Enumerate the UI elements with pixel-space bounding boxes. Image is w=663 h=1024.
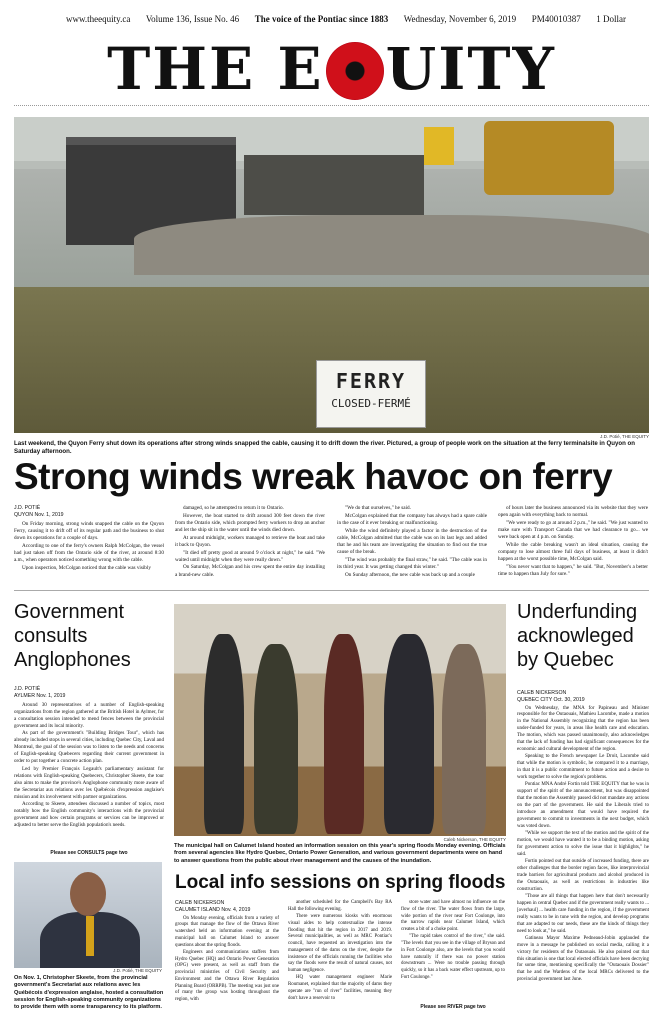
consults-paragraph: Led by Premier François Legault's parliamentary assistant for relations with English-speaking Quebecers, Christopher Skeete, the tour also aims to make the province's Anglophone community more aware of the Secretariat aux relations avec les Québécois d'expression anglaise's mission and its involvement with partner organizations. [14, 765, 164, 800]
lead-col-4 [498, 505, 648, 579]
underfunding-byline-place: QUEBEC CITY Oct. 30, 2019 [517, 696, 585, 703]
lead-paragraph: On Saturday, McColgan and his crew spent the entire day installing a brand-new cable. [175, 564, 325, 578]
head-shape [70, 872, 106, 916]
lead-paragraph: of hours later the business announced via its website that they were open again with everything back to normal. [498, 505, 648, 519]
lead-paragraph: McColgan explained that the company has always had a spare cable in the case of it ever breaking or malfunctioning. [337, 512, 487, 526]
underfunding-paragraph: Fortin pointed out that outside of increased funding, there are other challenges that the border region faces, like interprovincial trade barriers for agricultural products and alcohol produced in the Outaouais, as well as restrictions in industries like construction. [517, 859, 649, 892]
lead-col-3 [337, 505, 487, 579]
ferry-deck [244, 155, 424, 215]
floods-paragraph: HQ water management engineer Marie Roumanet, explained that the majority of dams they operate are "run of river" facilities, meaning they don't have a reservoir to [288, 975, 392, 1001]
lead-paragraph: While the wind definitely played a factor in the destruction of the cable, McColgan admitted that the cable was on its last legs and added that he and his team are investigating the situation to find out the true cause of the break. [337, 527, 487, 556]
loader-machine [484, 121, 614, 195]
consults-caption: On Nov. 1, Christopher Skeete, from the provincial government's Secretariat aux relations avec les Québécois d'expression anglaise, hosted a consultation session for English-speaking community organizations to provide them with some transparency to its platform. [14, 975, 164, 1011]
person-shape [384, 634, 434, 834]
floods-paragraph: store water and have almost no influence on the flow of the river. The water flows from the large, wide portion of the river near Fort Coulonge, into the narrow rapids near Calumet Island, which creates a bit of a choke point. [401, 900, 505, 933]
yellow-sign [424, 127, 454, 165]
underfunding-paragraph: Speaking to the French newspaper Le Droit, Lacombe said that while the motion is symbolic, he compared it to a marriage, in that it is a public commitment to future action and a desire to work together to solve the region's problems. [517, 754, 649, 780]
consults-paragraph: Around 30 representatives of a number of English-speaking organizations from the region gathered at the British Hotel in Aylmer, for a consultation session intended to mend fences between the provincial government and its local minority. [14, 701, 164, 729]
ferry-photo [14, 117, 649, 433]
person-shape [324, 634, 364, 834]
price: 1 Dollar [596, 14, 626, 24]
lead-byline-name: J.D. POTIÉ [14, 505, 41, 511]
ferry-closed-sign [316, 360, 426, 428]
floods-headline[interactable]: Local info sessions on spring floods [175, 872, 506, 893]
consults-byline-name: J.D. POTIÉ [14, 686, 41, 692]
person-shape [254, 644, 298, 834]
floods-col-2 [288, 900, 392, 1003]
lead-col-1 [14, 505, 164, 572]
tagline: The voice of the Pontiac since 1883 [254, 14, 389, 24]
lead-paragraph: On Friday morning, strong winds snapped the cable on the Quyon Ferry, causing it to drift off of its regular path and the business to shut down its operations for a couple of days. [14, 520, 164, 541]
lead-paragraph: "It died off pretty good at around 9 o'clock at night," he said. "We waited until midnight when they were really down." [175, 549, 325, 563]
consults-body [14, 686, 164, 830]
lead-paragraph: "You never want that to happen," he said. "But, November's a better time to happen than July for sure." [498, 563, 648, 578]
floods-byline-name: CALEB NICKERSON [175, 900, 225, 906]
lead-paragraph: damaged, so he attempted to return it to Ontario. [183, 505, 284, 511]
skeete-photo [14, 862, 162, 968]
lead-paragraph: While the cable breaking wasn't an ideal situation, causing the company to lose almost three full days of business, at least it didn't happen at the worst possible time, McColgan said. [498, 541, 648, 563]
underfunding-byline-name: CALEB NICKERSON [517, 690, 567, 696]
floods-jump-link[interactable]: Please see RIVER page two [420, 1004, 486, 1010]
consults-photo-credit: J.D. Potié, THE EQUITY [113, 968, 162, 973]
consults-byline [14, 686, 164, 700]
underfunding-paragraph: "Those are all things that happen here that don't necessarily happen in central Quebec and if the government really wants to ... [overhaul] ... health care funding in the region, if the government really wants to be in tune with the region, and develop programs that are adapted to our needs, these are the kinds of things they need to look at," he said. [517, 894, 649, 934]
top-info-bar [66, 14, 626, 28]
underfunding-byline [517, 690, 649, 704]
person-shape [442, 644, 486, 834]
sign-line-1: FERRY [335, 369, 407, 393]
lead-paragraph: On Sunday afternoon, the new cable was back up and a couple [345, 571, 475, 578]
lead-col-2 [175, 505, 325, 579]
masthead-logo [30, 34, 633, 104]
underfunding-paragraph: Gatineau Mayor Maxime Pedneaud-Jobin applauded the move in a message he published on social media, calling it a victory for residents of the Outaouais. He also pointed out that this situation is one that local elected officials have been decrying for some time, mentioning specifically the "Outaouais Dossier" that he and the Wardens of the local MRCs delivered to the provincial government last June. [517, 935, 649, 983]
rock-bank [134, 215, 649, 275]
underfunding-paragraph: Pontiac MNA André Fortin told THE EQUITY that he was in support of the spirit of the announcement, but was disappointed that the motion the Assembly passed did not mandate any actions on the part of the government. He said the Liberals tried to introduce an amendment that would have required the government to commit to investments in the next budget, which was voted down. [517, 782, 649, 829]
underfunding-paragraph: "While we support the text of the motion and the spirit of the motion, we would have wanted it to be a binding motion, asking for government action to solve the issue that it highlights," he said. [517, 831, 649, 857]
lead-byline-place: QUYON Nov. 1, 2019 [14, 511, 64, 518]
floods-paragraph: "The rapid takes control of the river," she said. "The levels that you see in the village of Bryson and in Fort Coulonge also, are the levels that you would have naturally if there was no power station downstream ... Were no trouble passing through quickly, so it has a back water effect upstream, up to Fort Coulonge." [401, 934, 505, 980]
lead-paragraph: "The wind was probably the final straw," he said. "The cable was in its third year. It was getting changed this winter." [337, 556, 487, 570]
floods-paragraph: Engineers and communications staffers from Hydro Quebec (HQ) and Ontario Power Generation (OPG) were present, as well as staff from the provincial ministries of Civil Security and Environment and the Ottawa River Regulation Planning Board (ORRPB). The meeting was just one of many the group was hosting throughout the region, with [175, 949, 279, 1003]
masthead-divider [14, 105, 649, 106]
consults-headline[interactable]: Government consults Anglophones [14, 601, 131, 671]
consults-byline-place: AYLMER Nov. 1, 2019 [14, 692, 66, 699]
poppy-icon [326, 42, 384, 100]
website-link[interactable]: www.theequity.ca [66, 14, 131, 24]
floods-paragraph: another scheduled for the Campbell's Bay RA Hall the following evening. [288, 900, 392, 912]
issue-date: Wednesday, November 6, 2019 [403, 14, 517, 24]
lead-paragraph: According to one of the ferry's owners Ralph McColgan, the vessel had just taken off from the Ontario side of the river, at around 8:30 a.m., when operators noticed something wrong with the cable. [14, 542, 164, 563]
lead-paragraph: However, the boat started to drift around 300 feet down the river from the Ontario side, which prompted ferry workers to drop an anchor and let the ship sit in the water until the winds died down. [175, 512, 325, 534]
tie-shape [86, 916, 94, 956]
floods-photo-credit: Caleb Nickerson, THE EQUITY [443, 837, 506, 842]
underfunding-paragraph: On Wednesday, the MNA for Papineau and Minister responsible for the Outaouais, Mathieu Lacombe, made a motion in the National Assembly recognizing that the region has been under-funded for years, in areas like health care and education. The motion, which was passed unanimously, also acknowledges that the lack of funding has had significant consequences for the economic and cultural development of the region. [517, 705, 649, 752]
underfunding-body [517, 690, 649, 985]
consults-paragraph: According to Skeete, attendees discussed a number of topics, most notably how the English community's interactions with the provincial government and how certain programs or services can be improved or adjusted to better serve the English population's needs. [14, 801, 164, 829]
sign-line-2: CLOSED-FERMÉ [331, 397, 411, 410]
lead-headline[interactable]: Strong winds wreak havoc on ferry [14, 456, 613, 497]
lead-paragraph: "We do that ourselves," he said. [345, 505, 411, 511]
person-shape [204, 634, 244, 834]
floods-caption: The municipal hall on Calumet Island hosted an information session on this year's spring floods Monday evening. Officials from several agencies like Hydro Quebec, Ontario Power Generation, and various government departments were on hand to answer questions from the public about river management and the causes of the inundation. [174, 843, 506, 864]
underfunding-headline[interactable]: Underfunding acknowleged by Quebec [517, 601, 638, 671]
consults-paragraph: As part of the government's "Building Bridges Tour", which has already included stops in several cities, including Quebec City, Laval and Montreal, the goal of the session was to listen to the needs and concerns of English-speaking Quebecers regarding their current government in order to put together a concrete action plan. [14, 730, 164, 765]
volume-issue: Volume 136, Issue No. 46 [145, 14, 240, 24]
masthead-left: THE E [107, 35, 324, 103]
floods-col-3 [401, 900, 505, 982]
consults-jump-link[interactable]: Please see CONSULTS page two [50, 850, 128, 856]
hero-caption: Last weekend, the Quyon Ferry shut down its operations after strong winds snapped the cable, causing it to drift down the river. Pictured, a group of people work on the situation at the ferry terminalsite in Quyon on Saturday afternoon. [14, 440, 635, 455]
floods-col-1 [175, 900, 279, 1004]
floods-paragraph: On Monday evening, officials from a variety of groups that manage the flow of the Ottawa River watershed held an information evening at the municipal hall on Calumet Island to answer questions about the spring floods. [175, 915, 279, 948]
lead-paragraph: At around midnight, workers managed to retrieve the boat and take it back to Quyon. [175, 534, 325, 548]
floods-byline-place: CALUMET ISLAND Nov. 4, 2019 [175, 906, 251, 913]
pm-number: PM40010387 [531, 14, 581, 24]
floods-paragraph: There were numerous kiosks with enormous visual aides to help contextualize the intense flooding that hit the region in 2017 and 2019. Several municipalities, as well as MRC Pontiac's council, have requested an investigation into the management of the dams on the river, despite the insistence of the officials running the facilities who say the floods were the result of natural causes, not human negligence. [288, 914, 392, 974]
lead-paragraph: Upon inspection, McColgan noticed that the cable was visibly [22, 564, 151, 571]
info-session-photo [174, 604, 506, 836]
hero-photo-credit: J.D. Potié, THE EQUITY [600, 434, 649, 439]
section-divider [14, 590, 649, 591]
lead-paragraph: "We were ready to go at around 2 p.m.," he said. "We just wanted to make sure with Transport Canada that we had clearance to go... we were back open at 4 p.m. on Sunday. [498, 519, 648, 541]
floods-byline [175, 900, 279, 914]
lead-byline [14, 505, 164, 519]
masthead-right: UITY [385, 35, 556, 103]
